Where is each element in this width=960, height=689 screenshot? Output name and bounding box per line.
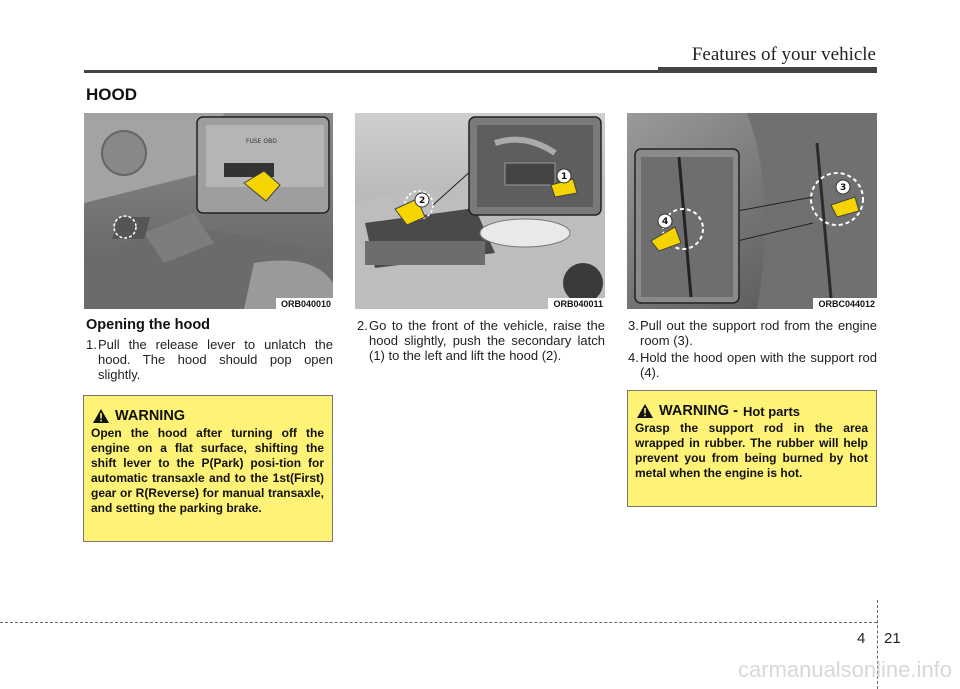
photo-caption: ORBC044012 [813, 298, 877, 309]
step-number: 3. [628, 318, 639, 333]
column-1 [86, 318, 333, 384]
step-number: 1. [86, 337, 97, 352]
step-3 [628, 318, 877, 348]
warning-triangle-icon [637, 404, 653, 418]
warning-title: WARNING [115, 408, 186, 424]
step-text: Go to the front of the vehicle, raise the hood slightly, push the secondary latch (1) to the left and lift the hood (2). [369, 318, 605, 363]
release-lever-photo [84, 113, 333, 309]
page-number: 21 [884, 630, 901, 647]
step-number: 4. [628, 350, 639, 365]
section-title: HOOD [86, 85, 137, 104]
header-rule-accent [658, 67, 877, 73]
step-text: Hold the hood open with the support rod (4). [640, 350, 877, 380]
step-1 [86, 337, 333, 382]
warning-text: Open the hood after turning off the engine on a flat surface, shifting the shift lever to the P(Park) posi-tion for automatic transaxle and to the 1st(First) gear or R(Reverse) for manual transaxle, and setting the parking brake. [91, 426, 324, 515]
step-number: 2. [357, 318, 368, 333]
warning-subtitle: Hot parts [742, 403, 800, 419]
photo-caption: ORB040010 [276, 298, 333, 309]
step-text: Pull the release lever to unlatch the hood. The hood should pop open slightly. [98, 337, 333, 382]
support-rod-photo [627, 113, 877, 309]
callout-3: 3 [840, 183, 847, 193]
footer-rule [0, 622, 877, 623]
warning-triangle-icon [93, 409, 109, 423]
column-2 [357, 318, 605, 365]
svg-text:FUSE OBD: FUSE OBD [246, 138, 277, 145]
step-2 [357, 318, 605, 363]
watermark: carmanualsonline.info [737, 657, 952, 682]
warning-text: Grasp the support rod in the area wrapped in rubber. The rubber will help prevent you from being burned by hot metal when the engine is hot. [635, 421, 868, 480]
hot-parts-warning-box [627, 390, 877, 507]
subsection-title: Opening the hood [86, 317, 211, 333]
callout-4: 4 [662, 217, 669, 227]
callout-1: 1 [561, 172, 568, 182]
running-header: Features of your vehicle [691, 44, 876, 65]
secondary-latch-photo [355, 113, 605, 309]
warning-box [83, 395, 333, 542]
column-3 [628, 318, 877, 382]
step-text: Pull out the support rod from the engine room (3). [640, 318, 877, 348]
chapter-number: 4 [857, 630, 866, 647]
photo-caption: ORB040011 [548, 298, 605, 309]
warning-title: WARNING - [659, 403, 738, 419]
callout-2: 2 [419, 196, 426, 206]
step-4 [628, 350, 877, 380]
